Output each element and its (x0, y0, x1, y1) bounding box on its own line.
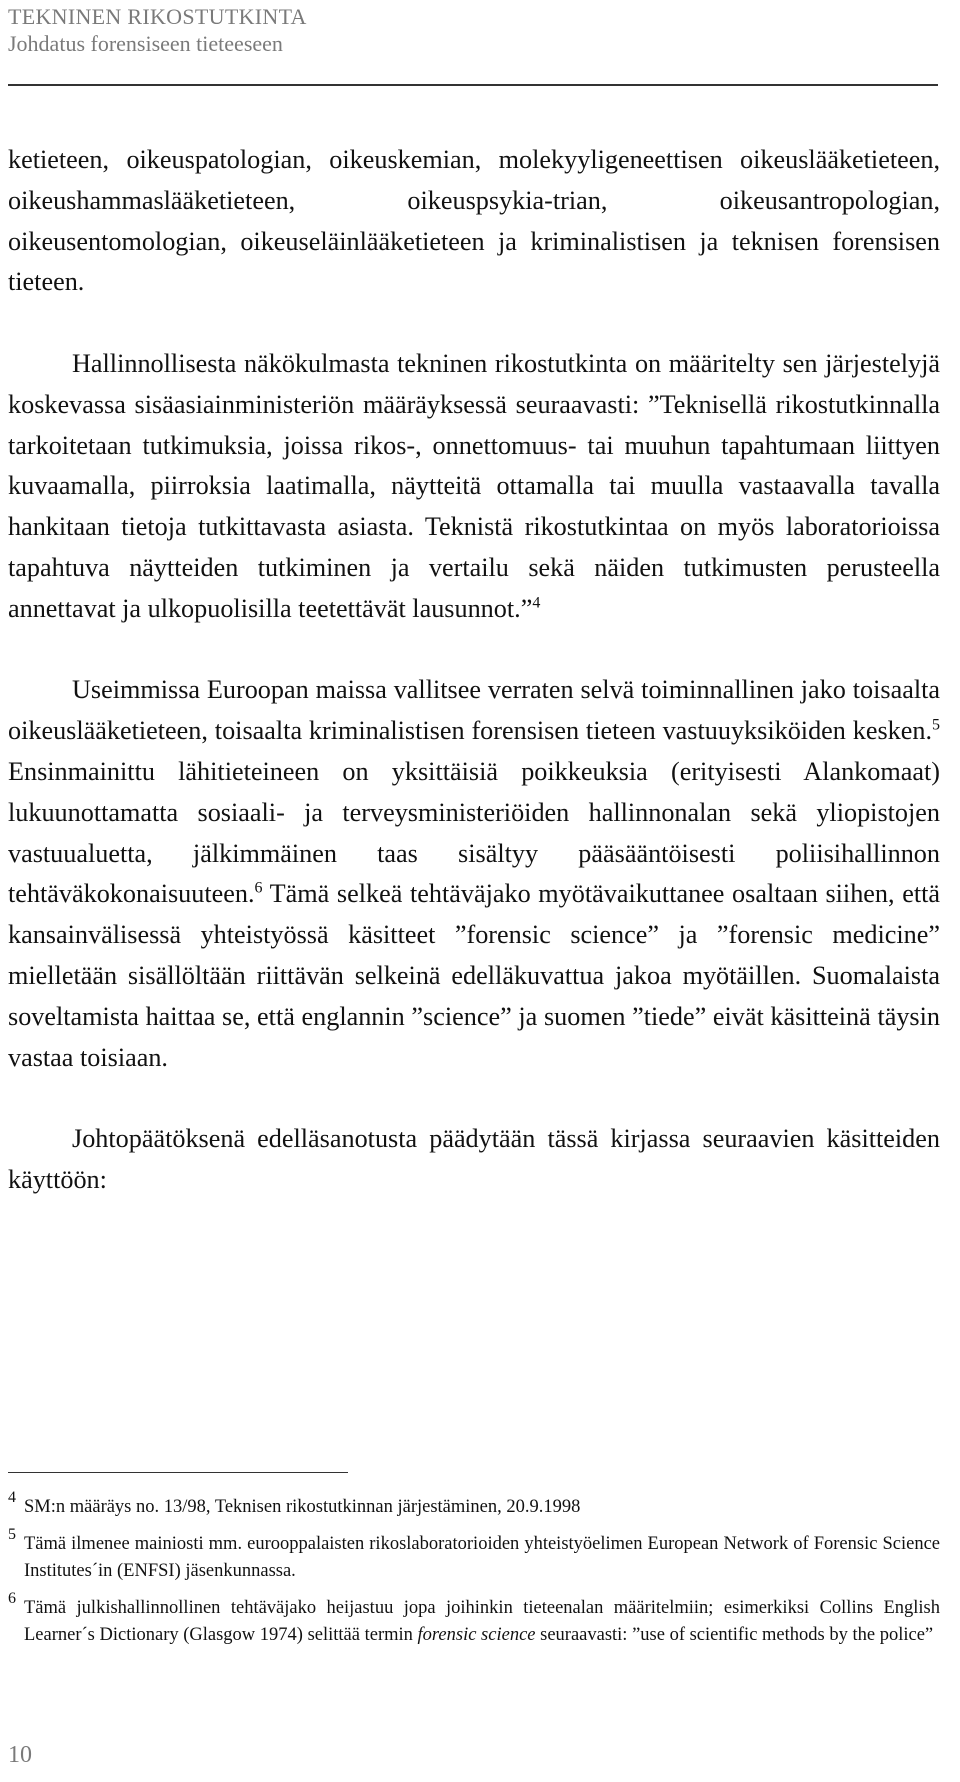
paragraph-3-text-a: Useimmissa Euroopan maissa vallitsee verraten selvä toiminnallinen jako toisaalta oikeuslääketieteen, toisaalta kriminalistisen forensisen tieteen vastuuyksiköiden kesken. (8, 675, 940, 746)
footnote-ref-4[interactable]: 4 (532, 594, 541, 612)
paragraph-3-text-c: Tämä selkeä tehtäväjako myötävaikuttanee osaltaan siihen, että kansainvälisessä yhteistyössä käsitteet ”forensic science” ja ”forensic medicine” mielletään sisällöltään riittävän selkeinä edelläkuvattua jakoa myötäillen. Suomalaista soveltamista haittaa se, että englannin ”science” ja suomen ”tiede” eivät käsitteinä täysin vastaa toisiaan. (8, 879, 940, 1072)
running-header (8, 4, 307, 58)
footnote-6-text-b: seuraavasti: ”use of scientific methods by the police” (535, 1625, 934, 1645)
footnote-6 (8, 1590, 940, 1649)
paragraph-4-text: Johtopäätöksenä edelläsanotusta päädytään tässä kirjassa seuraavien käsitteiden käyttöön: (8, 1124, 940, 1194)
paragraph-2-text: Hallinnollisesta näkökulmasta tekninen rikostutkinta on määritelty sen järjestelyjä koskevassa sisäasiainministeriön määräyksessä seuraavasti: ”Teknisellä rikostutkinnalla tarkoitetaan tutkimuksia, joissa rikos-, onnettomuus- tai muuhun tapahtumaan liittyen kuvaamalla, piirroksia laatimalla, näytteitä ottamalla tai muulla vastaavalla tavalla hankitaan tietoja tutkittavasta asiasta. Teknistä rikostutkintaa on myös laboratorioissa tapahtuva näytteiden tutkiminen ja vertailu sekä näiden tutkimusten perusteella annettavat ja ulkopuolisilla teetettävät lausunnot.” (8, 348, 940, 623)
footnote-divider (8, 1472, 348, 1473)
footnote-5-text: Tämä ilmenee mainiosti mm. eurooppalaisten rikoslaboratorioiden yhteistyöelimen European Network of Forensic Science Institutes´in (ENFSI) jäsenkunnassa. (24, 1534, 940, 1581)
paragraph-definition (8, 344, 940, 630)
footnote-ref-6[interactable]: 6 (254, 879, 263, 897)
page-number: 10 (8, 1742, 32, 1768)
paragraph-1-text: ketieteen, oikeuspatologian, oikeuskemian, molekyyligeneettisen oikeuslääketieteen, oikeushammaslääketieteen, oikeuspsykia-trian, oikeusantropologian, oikeusentomologian, oikeuseläinlääketieteen ja kriminalistisen ja teknisen forensisen tieteen. (8, 145, 940, 297)
paragraph-conclusion (8, 1119, 940, 1201)
footnote-4-number: 4 (8, 1489, 16, 1506)
paragraph-3-text-b: Ensinmainittu lähitieteineen on yksittäisiä poikkeuksia (erityisesti Alankomaat) lukuunottamatta sosiaali- ja terveysministeriöiden hallinnonalan sekä yliopistojen vastuualuetta, jälkimmäinen taas sisältyy pääsääntöisesti poliisihallinnon tehtäväkokonaisuuteen. (8, 756, 940, 909)
footnote-5-number: 5 (8, 1526, 16, 1543)
footnote-6-term: forensic science (417, 1625, 536, 1645)
running-header-subtitle: Johdatus forensiseen tieteeseen (8, 31, 283, 56)
footnote-5 (8, 1526, 940, 1585)
footnote-ref-5[interactable]: 5 (932, 716, 940, 734)
body-text (8, 140, 940, 1201)
paragraph-continued (8, 140, 940, 303)
footnotes (8, 1489, 940, 1659)
footnote-6-text-a: Tämä julkishallinnollinen tehtäväjako heijastuu jopa joihinkin tieteenalan määritelmiin; esimerkiksi Collins English Learner´s Dictionary (Glasgow 1974) selittää termin (24, 1598, 940, 1645)
paragraph-europe (8, 670, 940, 1078)
running-header-title: TEKNINEN RIKOSTUTKINTA (8, 4, 307, 29)
footnote-6-number: 6 (8, 1590, 16, 1607)
header-divider (8, 84, 938, 86)
footnote-4 (8, 1489, 940, 1521)
footnote-4-text: SM:n määräys no. 13/98, Teknisen rikostutkinnan järjestäminen, 20.9.1998 (24, 1497, 581, 1517)
